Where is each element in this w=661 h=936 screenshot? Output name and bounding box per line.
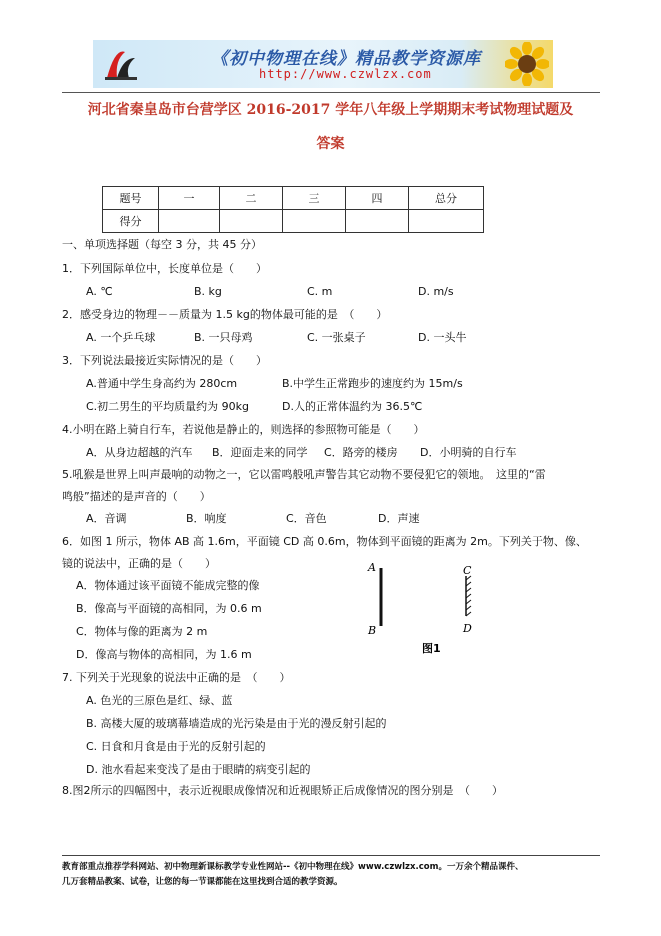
question-1: 1．下列国际单位中，长度单位是（ ） xyxy=(62,262,267,275)
table-cell[interactable] xyxy=(283,210,346,233)
option: D．小明骑的自行车 xyxy=(420,446,517,459)
figure-label-a: A xyxy=(368,561,376,574)
table-cell[interactable] xyxy=(346,210,409,233)
option: A．从身边超越的汽车 xyxy=(86,446,193,459)
figure-label-c: C xyxy=(463,564,472,577)
option: B. 高楼大厦的玻璃幕墙造成的光污染是由于光的漫反射引起的 xyxy=(86,717,387,730)
table-cell: 得分 xyxy=(103,210,159,233)
table-cell: 三 xyxy=(283,187,346,210)
question-2: 2．感受身边的物理－－质量为 1.5 kg的物体最可能的是 （ ） xyxy=(62,308,388,321)
table-cell[interactable] xyxy=(159,210,220,233)
option: D. 一头牛 xyxy=(418,331,467,344)
header-banner xyxy=(93,40,553,88)
table-row xyxy=(103,187,484,210)
option: A.普通中学生身高约为 280cm xyxy=(86,377,238,390)
option: C．音色 xyxy=(286,512,327,525)
question-6-cont: 镜的说法中，正确的是（ ） xyxy=(62,557,216,570)
figure-1-diagram xyxy=(362,560,492,660)
table-cell[interactable] xyxy=(409,210,484,233)
option: C. m xyxy=(307,285,333,298)
footer-line-1: 教育部重点推荐学科网站、初中物理新课标教学专业性网站--《初中物理在线》www.czwlzx.com。一万余个精品课件、 xyxy=(62,862,524,872)
table-cell: 总分 xyxy=(409,187,484,210)
table-row xyxy=(103,210,484,233)
option: C. 日食和月食是由于光的反射引起的 xyxy=(86,740,266,753)
option: B. 一只母鸡 xyxy=(194,331,253,344)
option: B.中学生正常跑步的速度约为 15m/s xyxy=(282,377,463,390)
question-3: 3．下列说法最接近实际情况的是（ ） xyxy=(62,354,267,367)
header-divider xyxy=(62,92,600,93)
question-6: 6．如图 1 所示，物体 AB 高 1.6m，平面镜 CD 高 0.6m，物体到平面镜的距离为 2m。下列关于物、像、 xyxy=(62,535,587,548)
option: B．迎面走来的同学 xyxy=(212,446,308,459)
option: A．物体通过该平面镜不能成完整的像 xyxy=(76,579,260,592)
option: D.人的正常体温约为 36.5℃ xyxy=(282,400,423,413)
question-7: 7. 下列关于光现象的说法中正确的是 （ ） xyxy=(62,671,291,684)
sunflower-icon xyxy=(505,42,549,86)
option: D．像高与物体的高相同，为 1.6 m xyxy=(76,648,252,661)
footer-divider xyxy=(62,855,600,856)
option: D. m/s xyxy=(418,285,454,298)
banner-title: 《初中物理在线》精品教学资源库 xyxy=(211,49,481,69)
question-5-cont: 鸣般”描述的是声音的（ ） xyxy=(62,490,211,503)
option: A. 色光的三原色是红、绿、蓝 xyxy=(86,694,233,707)
option: A. 一个乒乓球 xyxy=(86,331,156,344)
option: B. kg xyxy=(194,285,222,298)
option: B．像高与平面镜的高相同，为 0.6 m xyxy=(76,602,262,615)
table-cell: 一 xyxy=(159,187,220,210)
question-5: 5.吼猴是世界上叫声最响的动物之一，它以雷鸣般吼声警告其它动物不要侵犯它的领地。 这里的“雷 xyxy=(62,468,546,481)
site-logo-icon xyxy=(101,44,141,84)
score-table xyxy=(102,186,484,233)
option: C.初二男生的平均质量约为 90kg xyxy=(86,400,250,413)
option: C．路旁的楼房 xyxy=(324,446,398,459)
option: D. 池水看起来变浅了是由于眼睛的病变引起的 xyxy=(86,763,311,776)
document-title: 河北省秦皇岛市台营学区 2016-2017 学年八年级上学期期末考试物理试题及 xyxy=(87,102,574,118)
banner-url[interactable]: http://www.czwlzx.com xyxy=(259,67,432,81)
option: C. 一张桌子 xyxy=(307,331,366,344)
option: C．物体与像的距离为 2 m xyxy=(76,625,208,638)
figure-caption: 图1 xyxy=(422,642,441,655)
table-cell[interactable] xyxy=(220,210,283,233)
section-heading: 一、单项选择题（每空 3 分，共 45 分） xyxy=(62,238,262,251)
document-title-line2: 答案 xyxy=(316,136,345,152)
option: A．音调 xyxy=(86,512,127,525)
table-cell: 四 xyxy=(346,187,409,210)
figure-label-b: B xyxy=(368,624,377,637)
figure-label-d: D xyxy=(463,622,472,635)
question-4: 4.小明在路上骑自行车，若说他是静止的，则选择的参照物可能是（ ） xyxy=(62,423,425,436)
option: B．响度 xyxy=(186,512,227,525)
table-cell: 题号 xyxy=(103,187,159,210)
option: D．声速 xyxy=(378,512,420,525)
table-cell: 二 xyxy=(220,187,283,210)
option: A. ℃ xyxy=(86,285,113,298)
footer-line-2: 几万套精品教案、试卷，让您的每一节课都能在这里找到合适的教学资源。 xyxy=(62,877,343,887)
question-8: 8.图2所示的四幅图中，表示近视眼成像情况和近视眼矫正后成像情况的图分别是 （ ） xyxy=(62,784,503,797)
